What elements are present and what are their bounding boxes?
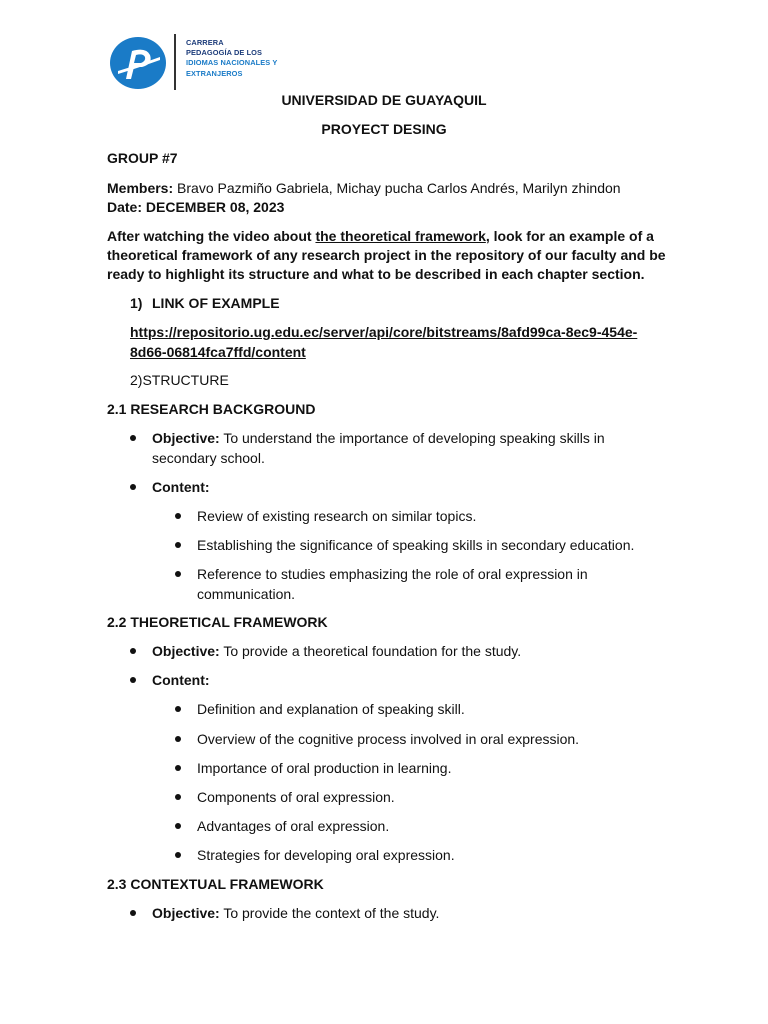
- section-title: 2.2 THEORETICAL FRAMEWORK: [107, 614, 328, 630]
- list-item: Overview of the cognitive process involved in oral expression.: [197, 731, 580, 747]
- objective-text: To understand the importance of developing speaking skills in: [223, 430, 605, 446]
- list-item: Strategies for developing oral expression.: [197, 847, 455, 863]
- content-label: Content:: [152, 672, 210, 688]
- bullet-icon: [130, 677, 136, 683]
- logo-line: PEDAGOGÍA DE LOS: [186, 48, 263, 58]
- list-item: Reference to studies emphasizing the role of oral expression in: [197, 566, 588, 582]
- instructions-text: After watching the video about: [107, 228, 316, 244]
- faculty-logo-icon: [110, 37, 166, 89]
- logo-line: EXTRANJEROS: [186, 68, 243, 78]
- instructions-line-1: [107, 226, 654, 246]
- project-title: PROYECT DESING: [321, 121, 447, 137]
- date-label: Date:: [107, 199, 143, 215]
- objective-line: [152, 903, 439, 923]
- bullet-icon: [130, 648, 136, 654]
- link-section-title: LINK OF EXAMPLE: [152, 295, 280, 311]
- example-link-continued[interactable]: 8d66-06814fca7ffd/content: [130, 344, 306, 360]
- bullet-icon: [175, 736, 181, 742]
- structure-title: 2)STRUCTURE: [130, 372, 229, 388]
- list-item: Definition and explanation of speaking skill.: [197, 701, 465, 717]
- logo-text: [186, 38, 296, 79]
- objective-line: [152, 641, 521, 661]
- objective-line: [152, 428, 605, 448]
- members-line: [107, 178, 621, 198]
- list-item-continued: communication.: [197, 586, 296, 602]
- bullet-icon: [175, 794, 181, 800]
- objective-text: To provide a theoretical foundation for the study.: [223, 643, 522, 659]
- bullet-icon: [175, 571, 181, 577]
- objective-text-continued: secondary school.: [152, 450, 265, 466]
- content-label: Content:: [152, 479, 210, 495]
- section-title: 2.1 RESEARCH BACKGROUND: [107, 401, 316, 417]
- section-title: 2.3 CONTEXTUAL FRAMEWORK: [107, 876, 324, 892]
- date-line: [107, 197, 284, 217]
- logo-line: CARRERA: [186, 38, 224, 47]
- group-label: GROUP #7: [107, 150, 178, 166]
- members-value: Bravo Pazmiño Gabriela, Michay pucha Carlos Andrés, Marilyn zhindon: [177, 180, 621, 196]
- link-section-number: 1): [130, 295, 143, 311]
- instructions-line-3: ready to highlight its structure and what to be described in each chapter section.: [107, 266, 645, 282]
- instructions-text: , look for an example of a: [485, 228, 654, 244]
- list-item: Advantages of oral expression.: [197, 818, 390, 834]
- bullet-icon: [130, 910, 136, 916]
- bullet-icon: [175, 852, 181, 858]
- list-item: Establishing the significance of speaking skills in secondary education.: [197, 537, 635, 553]
- objective-label: Objective:: [152, 643, 220, 659]
- instructions-line-2: theoretical framework of any research project in the repository of our faculty and be: [107, 247, 666, 263]
- objective-text: To provide the context of the study.: [223, 905, 440, 921]
- list-item: Importance of oral production in learning.: [197, 760, 452, 776]
- university-title: UNIVERSIDAD DE GUAYAQUIL: [281, 92, 487, 108]
- logo-line: IDIOMAS NACIONALES Y: [186, 58, 278, 68]
- example-link[interactable]: https://repositorio.ug.edu.ec/server/api/core/bitstreams/8afd99ca-8ec9-454e-: [130, 324, 638, 340]
- date-value: DECEMBER 08, 2023: [145, 199, 285, 215]
- bullet-icon: [175, 765, 181, 771]
- instructions-underlined: the theoretical framework: [315, 228, 486, 244]
- members-label: Members:: [107, 180, 174, 196]
- logo-divider: [174, 34, 176, 90]
- objective-label: Objective:: [152, 430, 220, 446]
- list-item: Components of oral expression.: [197, 789, 395, 805]
- bullet-icon: [175, 513, 181, 519]
- bullet-icon: [175, 823, 181, 829]
- bullet-icon: [130, 435, 136, 441]
- list-item: Review of existing research on similar topics.: [197, 508, 477, 524]
- bullet-icon: [130, 484, 136, 490]
- objective-label: Objective:: [152, 905, 220, 921]
- bullet-icon: [175, 542, 181, 548]
- bullet-icon: [175, 706, 181, 712]
